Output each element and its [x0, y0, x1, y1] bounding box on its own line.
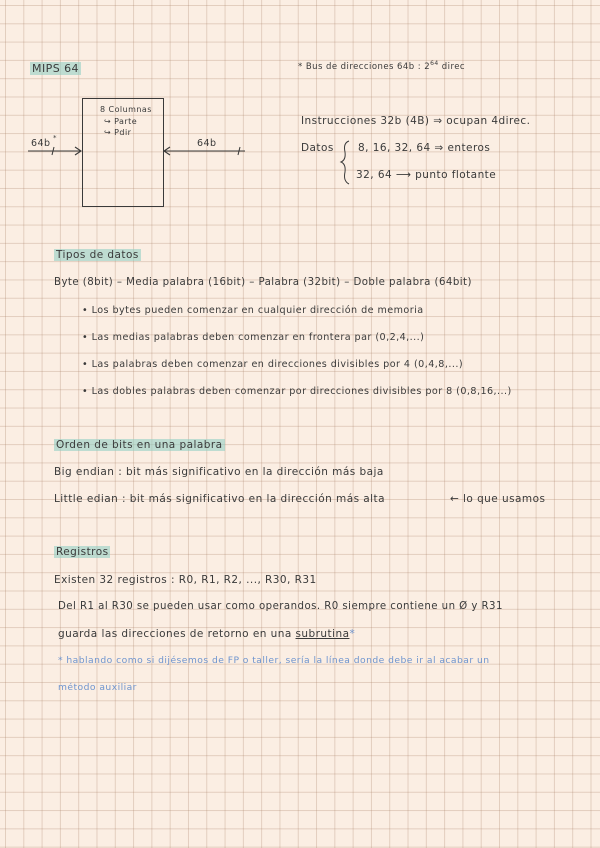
registros-line-2: Del R1 al R30 se pueden usar como operandos. R0 siempre contiene un Ø y R31 — [58, 601, 503, 612]
registros-line-3: guarda las direcciones de retorno en una subrutina* — [58, 628, 356, 640]
little-endian-line: Little edian : bit más significativo en la dirección más alta — [54, 493, 385, 505]
left-bus-label: 64b — [31, 138, 51, 149]
little-endian-note: ← lo que usamos — [450, 493, 546, 505]
footnote-line-2: método auxiliar — [58, 682, 137, 693]
instrucciones-note: Instrucciones 32b (4B) ⇒ ocupan 4direc. — [301, 115, 531, 127]
page-title: MIPS 64 — [32, 62, 79, 75]
datos-float: 32, 64 ⟶ punto flotante — [356, 169, 497, 181]
datos-label: Datos — [301, 142, 334, 154]
tipos-summary: Byte (8bit) – Media palabra (16bit) – Palabra (32bit) – Doble palabra (64bit) — [54, 277, 472, 288]
box-line-pdir: ↪ Pdir — [104, 128, 132, 137]
footnote-line-1: * hablando como si dijésemos de FP o taller, sería la línea donde debe ir al acabar un — [58, 655, 490, 666]
right-bus-label: 64b — [197, 138, 217, 149]
registros-line-1: Existen 32 registros : R0, R1, R2, ..., R30, R31 — [54, 574, 317, 586]
tipos-heading: Tipos de datos — [56, 249, 139, 261]
tipos-bullet-3: • Las palabras deben comenzar en direcciones divisibles por 4 (0,4,8,...) — [82, 359, 464, 370]
box-line-columns: 8 Columnas — [100, 105, 152, 114]
tipos-bullet-4: • Las dobles palabras deben comenzar por direcciones divisibles por 8 (0,8,16,...) — [82, 386, 512, 397]
big-endian-line: Big endian : bit más significativo en la dirección más baja — [54, 466, 384, 478]
registros-heading: Registros — [56, 546, 109, 558]
tipos-bullet-2: • Las medias palabras deben comenzar en frontera par (0,2,4,...) — [82, 332, 425, 343]
tipos-bullet-1: • Los bytes pueden comenzar en cualquier dirección de memoria — [82, 305, 424, 316]
datos-integers: 8, 16, 32, 64 ⇒ enteros — [358, 142, 491, 154]
box-line-parte: ↪ Parte — [104, 117, 138, 126]
left-bus-mark: * — [53, 134, 57, 142]
bus-note: * Bus de direcciones 64b : $2^{64}$ direc — [298, 60, 465, 72]
orden-heading: Orden de bits en una palabra — [56, 439, 223, 451]
